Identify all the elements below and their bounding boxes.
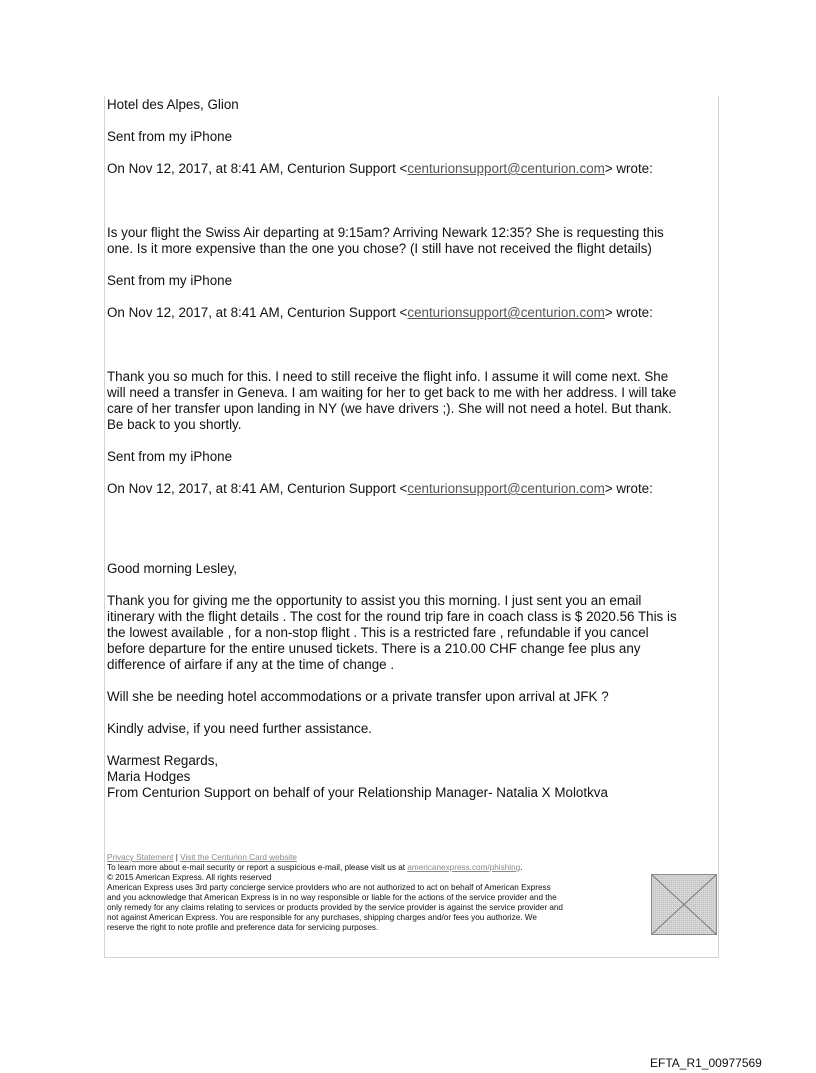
reply-header-1: [107, 161, 712, 177]
broken-image-icon: [651, 874, 717, 935]
hotel-question: Will she be needing hotel accommodations or a private transfer upon arrival at JFK ?: [107, 689, 609, 704]
closing: Warmest Regards,: [107, 753, 219, 768]
advise-line: Kindly advise, if you need further assistance.: [107, 721, 372, 736]
centurion-email-link-3[interactable]: centurionsupport@centurion.com: [407, 481, 605, 496]
message-4-line-2: itinerary with the flight details . The cost for the round trip fare in coach class is $ 2020.56 This is: [107, 609, 677, 624]
signature-line: From Centurion Support on behalf of your Relationship Manager- Natalia X Molotkva: [107, 785, 608, 800]
sent-from-iphone-1: Sent from my iPhone: [107, 129, 233, 144]
message-3-line-4: Be back to you shortly.: [107, 417, 242, 432]
security-notice-prefix: To learn more about e-mail security or report a suspicious e-mail, please visit us at: [107, 863, 408, 872]
copyright: © 2015 American Express. All rights reserved: [107, 873, 272, 882]
footer-separator: |: [173, 853, 181, 862]
disclaimer-line-4: not against American Express. You are responsible for any purchases, shipping charges and/or fees you authorize. We: [107, 913, 537, 922]
sent-from-iphone-2: Sent from my iPhone: [107, 273, 233, 288]
reply-header-3-prefix: On Nov 12, 2017, at 8:41 AM, Centurion Support <: [107, 481, 408, 496]
footer-links: [107, 853, 297, 863]
message-2-line-2: one. Is it more expensive than the one you chose? (I still have not received the flight details): [107, 241, 652, 256]
reply-header-1-prefix: On Nov 12, 2017, at 8:41 AM, Centurion Support <: [107, 161, 408, 176]
disclaimer-line-5: reserve the right to note profile and preference data for servicing purposes.: [107, 923, 379, 932]
reply-header-3: [107, 481, 712, 497]
reply-header-1-suffix: > wrote:: [604, 161, 653, 176]
reply-header-3-suffix: > wrote:: [604, 481, 653, 496]
reply-header-2-prefix: On Nov 12, 2017, at 8:41 AM, Centurion Support <: [107, 305, 408, 320]
message-4-line-1: Thank you for giving me the opportunity to assist you this morning. I just sent you an email: [107, 593, 642, 608]
signer-name: Maria Hodges: [107, 769, 191, 784]
security-notice-suffix: .: [520, 863, 523, 872]
reply-header-2: [107, 305, 712, 321]
phishing-link[interactable]: americanexpress.com/phishing: [407, 863, 521, 872]
privacy-statement-link[interactable]: Privacy Statement: [107, 853, 174, 862]
message-4-line-5: difference of airfare if any at the time of change .: [107, 657, 395, 672]
message-3-line-1: Thank you so much for this. I need to still receive the flight info. I assume it will come next. She: [107, 369, 669, 384]
message-4-line-3: the lowest available , for a non-stop flight . This is a restricted fare , refundable if you cancel: [107, 625, 649, 640]
message-3-line-3: care of her transfer upon landing in NY (we have drivers ;). She will not need a hotel. But thank.: [107, 401, 672, 416]
message-4-line-4: before departure for the entire unused tickets. There is a 210.00 CHF change fee plus any: [107, 641, 641, 656]
security-notice: [107, 863, 522, 873]
centurion-email-link-2[interactable]: centurionsupport@centurion.com: [407, 305, 605, 320]
greeting: Good morning Lesley,: [107, 561, 238, 576]
sent-from-iphone-3: Sent from my iPhone: [107, 449, 233, 464]
centurion-email-link-1[interactable]: centurionsupport@centurion.com: [407, 161, 605, 176]
bates-number: EFTA_R1_00977569: [650, 1056, 762, 1070]
message-3-line-2: will need a transfer in Geneva. I am waiting for her to get back to me with her address. I will take: [107, 385, 677, 400]
centurion-website-link[interactable]: Visit the Centurion Card website: [180, 853, 297, 862]
hotel-line: Hotel des Alpes, Glion: [107, 97, 239, 112]
disclaimer-line-2: and you acknowledge that American Express is in no way responsible or liable for the actions of the service provider and the: [107, 893, 557, 902]
message-2-line-1: Is your flight the Swiss Air departing at 9:15am? Arriving Newark 12:35? She is requesting this: [107, 225, 664, 240]
reply-header-2-suffix: > wrote:: [604, 305, 653, 320]
disclaimer-line-3: only remedy for any claims relating to services or products provided by the service provider is against the service provider and: [107, 903, 563, 912]
disclaimer-line-1: American Express uses 3rd party concierge service providers who are not authorized to act on behalf of American Express: [107, 883, 551, 892]
